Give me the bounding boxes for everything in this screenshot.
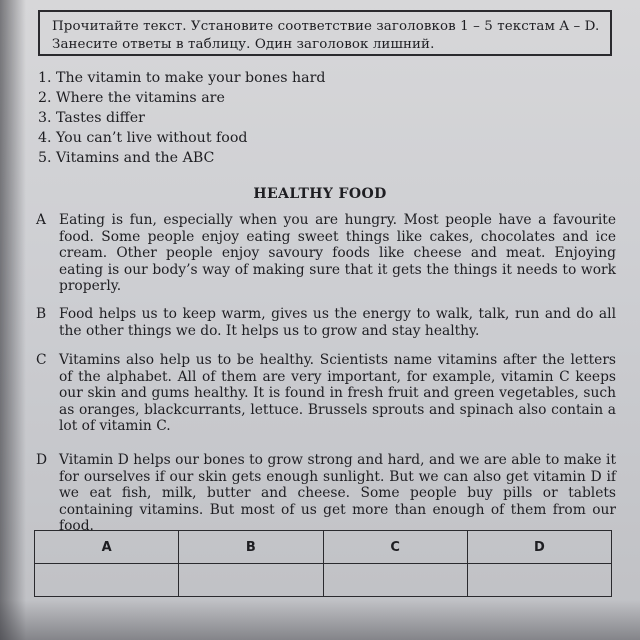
heading-item-5: 5. Vitamins and the ABC xyxy=(38,150,215,166)
answer-table xyxy=(34,530,612,597)
paragraph-text-b: Food helps us to keep warm, gives us the energy to walk, talk, run and do all the other things we do. It helps us to grow and stay healthy. xyxy=(59,306,616,339)
task-instruction-text: Прочитайте текст. Установите соответствие заголовков 1 – 5 текстам A – D. Занесите ответы в таблицу. Один заголовок лишний. xyxy=(52,19,600,52)
paragraph-letter-a: A xyxy=(36,212,46,228)
paragraph-text-a: Eating is fun, especially when you are hungry. Most people have a favourite food. Some people enjoy eating sweet things like cakes, chocolates and ice cream. Other people enjoy savoury foods like cheese and meat. Enjoying eating is our body’s way of making sure that it gets the things it needs to work properly. xyxy=(59,212,616,294)
paragraph-text-d: Vitamin D helps our bones to grow strong and hard, and we are able to make it for ourselves if our skin gets enough sunlight. But we can also get vitamin D if we eat fish, milk, butter and cheese. Some people buy pills or tablets containing vitamins. But most of us get more than enough of them from our food. xyxy=(59,452,616,534)
heading-item-1: 1. The vitamin to make your bones hard xyxy=(38,70,326,86)
answer-table-header-row xyxy=(35,531,612,564)
paragraph-letter-c: C xyxy=(36,352,47,368)
answer-header-c: C xyxy=(323,531,467,564)
paragraph-letter-d: D xyxy=(36,452,48,468)
task-instruction-box xyxy=(38,10,612,56)
heading-item-2: 2. Where the vitamins are xyxy=(38,90,225,106)
text-title: HEALTHY FOOD xyxy=(253,186,387,202)
answer-header-a: A xyxy=(35,531,179,564)
page-shadow-bottom xyxy=(0,600,640,640)
paragraph-a xyxy=(36,212,616,295)
heading-item-3: 3. Tastes differ xyxy=(38,110,145,126)
paragraph-c xyxy=(36,352,616,435)
answer-cell-a[interactable] xyxy=(35,564,179,597)
answer-table-answer-row xyxy=(35,564,612,597)
answer-header-d: D xyxy=(467,531,611,564)
paragraph-text-c: Vitamins also help us to be healthy. Scientists name vitamins after the letters of the alphabet. All of them are very important, for example, vitamin C keeps our skin and gums healthy. It is found in fresh fruit and green vegetables, such as oranges, blackcurrants, lettuce. Brussels sprouts and spinach also contain a lot of vitamin C. xyxy=(59,352,616,434)
answer-cell-d[interactable] xyxy=(467,564,611,597)
page-shadow-left xyxy=(0,0,26,640)
paragraph-d xyxy=(36,452,616,535)
headings-list xyxy=(38,68,598,168)
answer-header-b: B xyxy=(179,531,323,564)
heading-item-4: 4. You can’t live without food xyxy=(38,130,248,146)
paragraph-letter-b: B xyxy=(36,306,47,322)
answer-cell-c[interactable] xyxy=(323,564,467,597)
answer-cell-b[interactable] xyxy=(179,564,323,597)
paragraph-b xyxy=(36,306,616,339)
